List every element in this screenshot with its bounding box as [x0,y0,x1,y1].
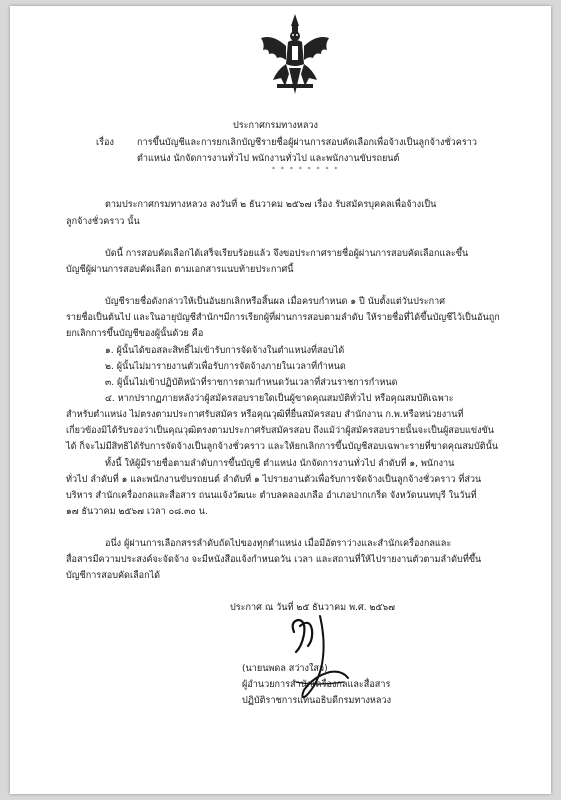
para5-line2: สื่อสารมีความประสงค์จะจัดจ้าง จะมีหนังสือแจ้งกำหนดวัน เวลา และสถานที่ให้ไปรายงานตัวตามลำดับที่ขึ้น [66,555,482,565]
para4-line2: ทั่วไป ลำดับที่ ๑ และพนักงานขับรถยนต์ ลำดับที่ ๑ ไปรายงานตัวเพื่อรับการจัดจ้างเป็นลูกจ้างชั่วคราว ที่ส่วน [66,475,482,485]
para3-line1: บัญชีรายชื่อดังกล่าวให้เป็นอันยกเลิกหรือสิ้นผล เมื่อครบกำหนด ๑ ปี นับตั้งแต่วันประกาศ [105,297,446,307]
para5-line1: อนึ่ง ผู้ผ่านการเลือกสรรลำดับถัดไปของทุกตำแหน่ง เมื่อมีอัตราว่างและสำนักเครื่องกลและ [105,539,452,549]
item4-line2: สำหรับตำแหน่ง ไม่ตรงตามประกาศรับสมัคร หรือคุณวุฒิที่ยื่นสมัครสอบ สำนักงาน ก.พ.หรือหน่วยงานที่ [66,410,464,420]
para1-line1: ตามประกาศกรมทางหลวง ลงวันที่ ๒ ธันวาคม ๒๕๖๗ เรื่อง รับสมัครบุคคลเพื่อจ้างเป็น [105,200,437,210]
para4-line3: บริหาร สำนักเครื่องกลและสื่อสาร ถนนแจ้งวัฒนะ ตำบลคลองเกลือ อำเภอปากเกร็ด จังหวัดนนทบุรี ในวันที่ [66,491,477,501]
signer-name: (นายนพดล สว่างใสว) [242,664,328,674]
para5-line3: บัญชีการสอบคัดเลือกได้ [66,571,161,581]
subject-label: เรื่อง [96,138,114,148]
list-item: ๑. ผู้นั้นได้ขอสละสิทธิ์ไม่เข้ารับการจัดจ้างในตำแหน่งที่สอบได้ [105,346,345,356]
list-item: ๒. ผู้นั้นไม่มารายงานตัวเพื่อรับการจัดจ้างภายในเวลาที่กำหนด [105,362,346,372]
item4-line4: ได้ ก็จะไม่มีสิทธิได้รับการจัดจ้างเป็นลูกจ้างชั่วคราว และให้ยกเลิกการขึ้นบัญชีสอบเฉพาะรายที่ขาดคุณสมบัตินั้น [66,442,499,452]
para1-line2: ลูกจ้างชั่วคราว นั้น [66,217,140,227]
para2-line1: บัดนี้ การสอบคัดเลือกได้เสร็จเรียบร้อยแล้ว จึงขอประกาศรายชื่อผู้ผ่านการสอบคัดเลือกและขึ้น [105,249,469,259]
item4-line3: เกี่ยวข้องมิได้รับรองว่าเป็นคุณวุฒิตรงตามประกาศรับสมัครสอบ ถึงแม้ว่าผู้สมัครสอบรายนั้นจะเป็นผู้สอบแข่งขัน [66,426,495,436]
document-page [10,6,551,794]
garuda-emblem-icon [255,12,335,98]
para3-line2: รายชื่อเป็นต้นไป และในอายุบัญชีสำนักฯมีการเรียกผู้ที่ผ่านการสอบตามลำดับ ให้รายชื่อที่ได้ขึ้นบัญชีไว้เป็นอันถูก [66,313,500,323]
announcement-title: ประกาศกรมทางหลวง [233,121,318,131]
para4-line1: ทั้งนี้ ให้ผู้มีรายชื่อตามลำดับการขึ้นบัญชี ตำแหน่ง นักจัดการงานทั่วไป ลำดับที่ ๑, พนักงาน [105,459,455,469]
para2-line2: บัญชีผู้ผ่านการสอบคัดเลือก ตามเอกสารแนบท้ายประกาศนี้ [66,265,294,275]
para4-line4: ๑๗ ธันวาคม ๒๕๖๗ เวลา ๐๘.๓๐ น. [66,507,208,517]
list-item: ๓. ผู้นั้นไม่เข้าปฏิบัติหน้าที่ราชการตามกำหนดวันเวลาที่ส่วนราชการกำหนด [105,378,398,388]
para3-line3: ยกเลิกการขึ้นบัญชีของผู้นั้นด้วย คือ [66,329,204,339]
subject-line-1: การขึ้นบัญชีและการยกเลิกบัญชีรายชื่อผู้ผ่านการสอบคัดเลือกเพื่อจ้างเป็นลูกจ้างชั่วคราว [137,138,477,148]
announcement-date: ประกาศ ณ วันที่ ๒๕ ธันวาคม พ.ศ. ๒๕๖๗ [230,603,395,613]
signer-title-2: ปฏิบัติราชการแทนอธิบดีกรมทางหลวง [242,696,392,706]
signer-title-1: ผู้อำนวยการสำนักเครื่องกลและสื่อสาร [242,680,391,690]
separator: * * * * * * * * [272,166,340,173]
subject-line-2: ตำแหน่ง นักจัดการงานทั่วไป พนักงานทั่วไป และพนักงานขับรถยนต์ [137,154,400,164]
item4-line1: ๔. หากปรากฏภายหลังว่าผู้สมัครสอบรายใดเป็นผู้ขาดคุณสมบัติทั่วไป หรือคุณสมบัติเฉพาะ [105,394,454,404]
